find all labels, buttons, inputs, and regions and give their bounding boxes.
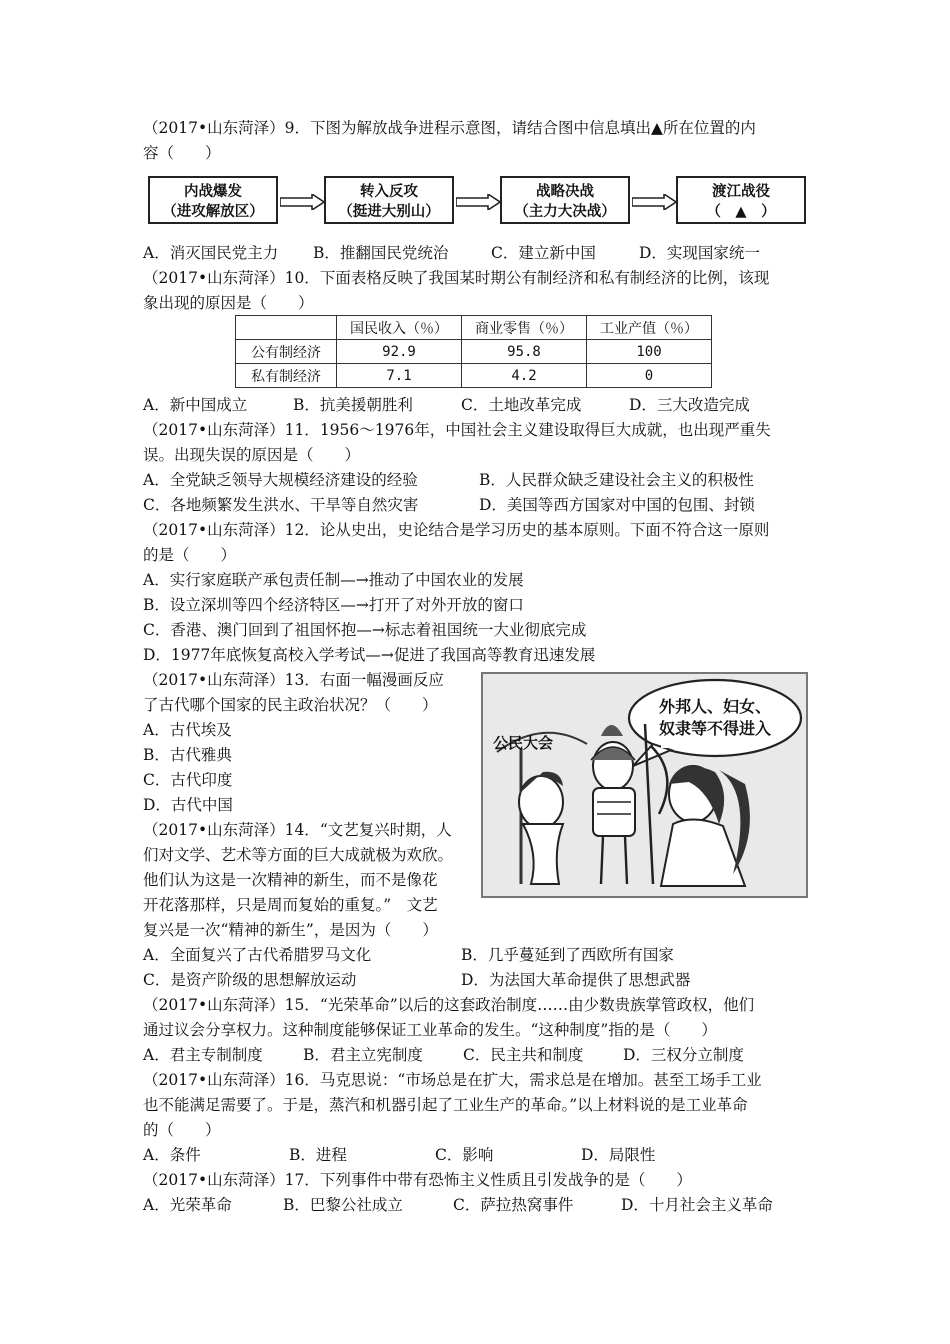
option-c[interactable]: C．香港、澳门回到了祖国怀抱—→标志着祖国统一大业彻底完成 [143,621,587,639]
question-9-stem: （2017•山东菏泽）9．下图为解放战争进程示意图，请结合图中信息填出▲所在位置的内 [143,119,756,137]
option-a[interactable]: A．光荣革命 [143,1196,232,1214]
flow-step-2 [324,176,454,224]
flow-step-1 [148,176,278,224]
option-b[interactable]: B．古代雅典 [143,746,232,764]
economy-ratio-table [235,315,712,388]
table-header-cell: 商业零售（％） [462,316,587,340]
question-17-options [143,1193,773,1218]
question-14-stem-cont: 他们认为这是一次精神的新生，而不是像花 [143,871,438,889]
question-15-stem-cont: 通过议会分享权力。这种制度能够保证工业革命的发生。“这种制度”指的是（ ） [143,1021,717,1039]
table-cell: 0 [587,364,712,388]
right-arrow-icon [456,194,500,210]
option-a[interactable]: A．古代埃及 [143,721,232,739]
question-14-options-row1 [143,943,674,968]
option-c[interactable]: C．古代印度 [143,771,233,789]
question-11-options-row1 [143,468,754,493]
flow-step-title: 战略决战 [536,184,594,200]
question-14-stem: （2017•山东菏泽）14．“文艺复兴时期，人 [143,821,452,839]
assembly-sign: 公民大会 [493,734,554,752]
option-a[interactable]: A．新中国成立 [143,396,248,414]
question-11-stem-cont: 误。出现失误的原因是（ ） [143,446,361,464]
question-16-stem-cont: 也不能满足需要了。于是，蒸汽和机器引起了工业生产的革命。”以上材料说的是工业革命 [143,1096,748,1114]
option-b[interactable]: B．推翻国民党统治 [313,244,449,262]
flow-step-title: 内战爆发 [184,184,242,200]
table-cell: 公有制经济 [236,340,337,364]
table-row [236,340,712,364]
flow-step-sub: （主力大决战） [514,204,616,220]
table-cell: 100 [587,340,712,364]
table-cell: 4.2 [462,364,587,388]
option-a[interactable]: A．消灭国民党主力 [143,244,279,262]
option-b[interactable]: B．设立深圳等四个经济特区—→打开了对外开放的窗口 [143,596,524,614]
question-12-stem: （2017•山东菏泽）12．论从史出，史论结合是学习历史的基本原则。下面不符合这一原则 [143,521,770,539]
option-d[interactable]: D．古代中国 [143,796,233,814]
option-b[interactable]: B．巴黎公社成立 [283,1196,403,1214]
question-10-stem: （2017•山东菏泽）10．下面表格反映了我国某时期公有制经济和私有制经济的比例，该现 [143,269,770,287]
question-11-stem: （2017•山东菏泽）11．1956～1976年，中国社会主义建设取得巨大成就，也出现严重失 [143,421,771,439]
table-cell: 私有制经济 [236,364,337,388]
right-arrow-icon [280,194,324,210]
question-14-options-row2 [143,968,690,993]
question-16-options [143,1143,655,1168]
war-progress-diagram [148,176,808,230]
flow-step-3 [500,176,630,224]
assembly-cartoon [481,672,808,898]
question-13-stem-cont: 了古代哪个国家的民主政治状况？（ ） [143,696,438,714]
option-b[interactable]: B．抗美援朝胜利 [293,396,413,414]
bubble-text-line2: 奴隶等不得进入 [658,719,771,738]
option-b[interactable]: B．几乎蔓延到了西欧所有国家 [461,946,674,964]
option-a[interactable]: A．实行家庭联产承包责任制—→推动了中国农业的发展 [143,571,524,589]
option-a[interactable]: A．君主专制制度 [143,1046,263,1064]
flow-step-sub: （挺进大别山） [338,204,440,220]
option-c[interactable]: C．是资产阶级的思想解放运动 [143,971,357,989]
question-9-stem-cont: 容（ ） [143,144,221,162]
option-c[interactable]: C．影响 [435,1146,494,1164]
question-9-options [143,241,760,266]
question-13-stem: （2017•山东菏泽）13．右面一幅漫画反应 [143,671,444,689]
table-cell: 95.8 [462,340,587,364]
option-a[interactable]: A．条件 [143,1146,201,1164]
option-d[interactable]: D．1977年底恢复高校入学考试—→促进了我国高等教育迅速发展 [143,646,596,664]
option-a[interactable]: A．全面复兴了古代希腊罗马文化 [143,946,372,964]
option-d[interactable]: D．三大改造完成 [629,396,750,414]
option-d[interactable]: D．为法国大革命提供了思想武器 [461,971,691,989]
option-d[interactable]: D．美国等西方国家对中国的包围、封锁 [479,496,755,514]
question-16-stem: （2017•山东菏泽）16．马克思说：“市场总是在扩大，需求总是在增加。甚至工场手工业 [143,1071,762,1089]
option-c[interactable]: C．土地改革完成 [461,396,582,414]
option-d[interactable]: D．局限性 [581,1146,656,1164]
right-arrow-icon [632,194,676,210]
question-14-stem-cont: 开花落那样，只是周而复始的重复。” 文艺 [143,896,438,914]
question-14-stem-cont: 复兴是一次“精神的新生”，是因为（ ） [143,921,438,939]
option-c[interactable]: C．建立新中国 [491,244,596,262]
question-16-stem-cont: 的（ ） [143,1121,221,1139]
option-d[interactable]: D．实现国家统一 [639,244,760,262]
option-d[interactable]: D．十月社会主义革命 [621,1196,773,1214]
bubble-text-line1: 外邦人、妇女、 [658,697,771,716]
question-14-stem-cont: 们对文学、艺术等方面的巨大成就极为欢欣。 [143,846,454,864]
table-header-cell: 国民收入（％） [337,316,462,340]
option-b[interactable]: B．君主立宪制度 [303,1046,423,1064]
option-c[interactable]: C．民主共和制度 [463,1046,584,1064]
question-10-options [143,393,750,418]
option-d[interactable]: D．三权分立制度 [623,1046,744,1064]
option-b[interactable]: B．进程 [289,1146,347,1164]
table-cell: 92.9 [337,340,462,364]
table-header-row [236,316,712,340]
flow-step-sub: （ ▲ ） [706,204,776,220]
option-c[interactable]: C．萨拉热窝事件 [453,1196,574,1214]
option-c[interactable]: C．各地频繁发生洪水、干旱等自然灾害 [143,496,419,514]
question-17-stem: （2017•山东菏泽）17．下列事件中带有恐怖主义性质且引发战争的是（ ） [143,1171,692,1189]
table-cell: 7.1 [337,364,462,388]
question-15-stem: （2017•山东菏泽）15．“光荣革命”以后的这套政治制度……由少数贵族掌管政权，他们 [143,996,755,1014]
option-a[interactable]: A．全党缺乏领导大规模经济建设的经验 [143,471,418,489]
table-header-cell: 工业产值（％） [587,316,712,340]
flow-step-title: 渡江战役 [712,184,770,200]
flow-step-sub: （进攻解放区） [162,204,264,220]
option-b[interactable]: B．人民群众缺乏建设社会主义的积极性 [479,471,754,489]
question-10-stem-cont: 象出现的原因是（ ） [143,294,314,312]
question-11-options-row2 [143,493,755,518]
question-12-stem-cont: 的是（ ） [143,546,237,564]
table-row [236,364,712,388]
flow-step-4 [676,176,806,224]
flow-step-title: 转入反攻 [360,184,418,200]
table-header-cell [236,316,337,340]
question-15-options [143,1043,744,1068]
